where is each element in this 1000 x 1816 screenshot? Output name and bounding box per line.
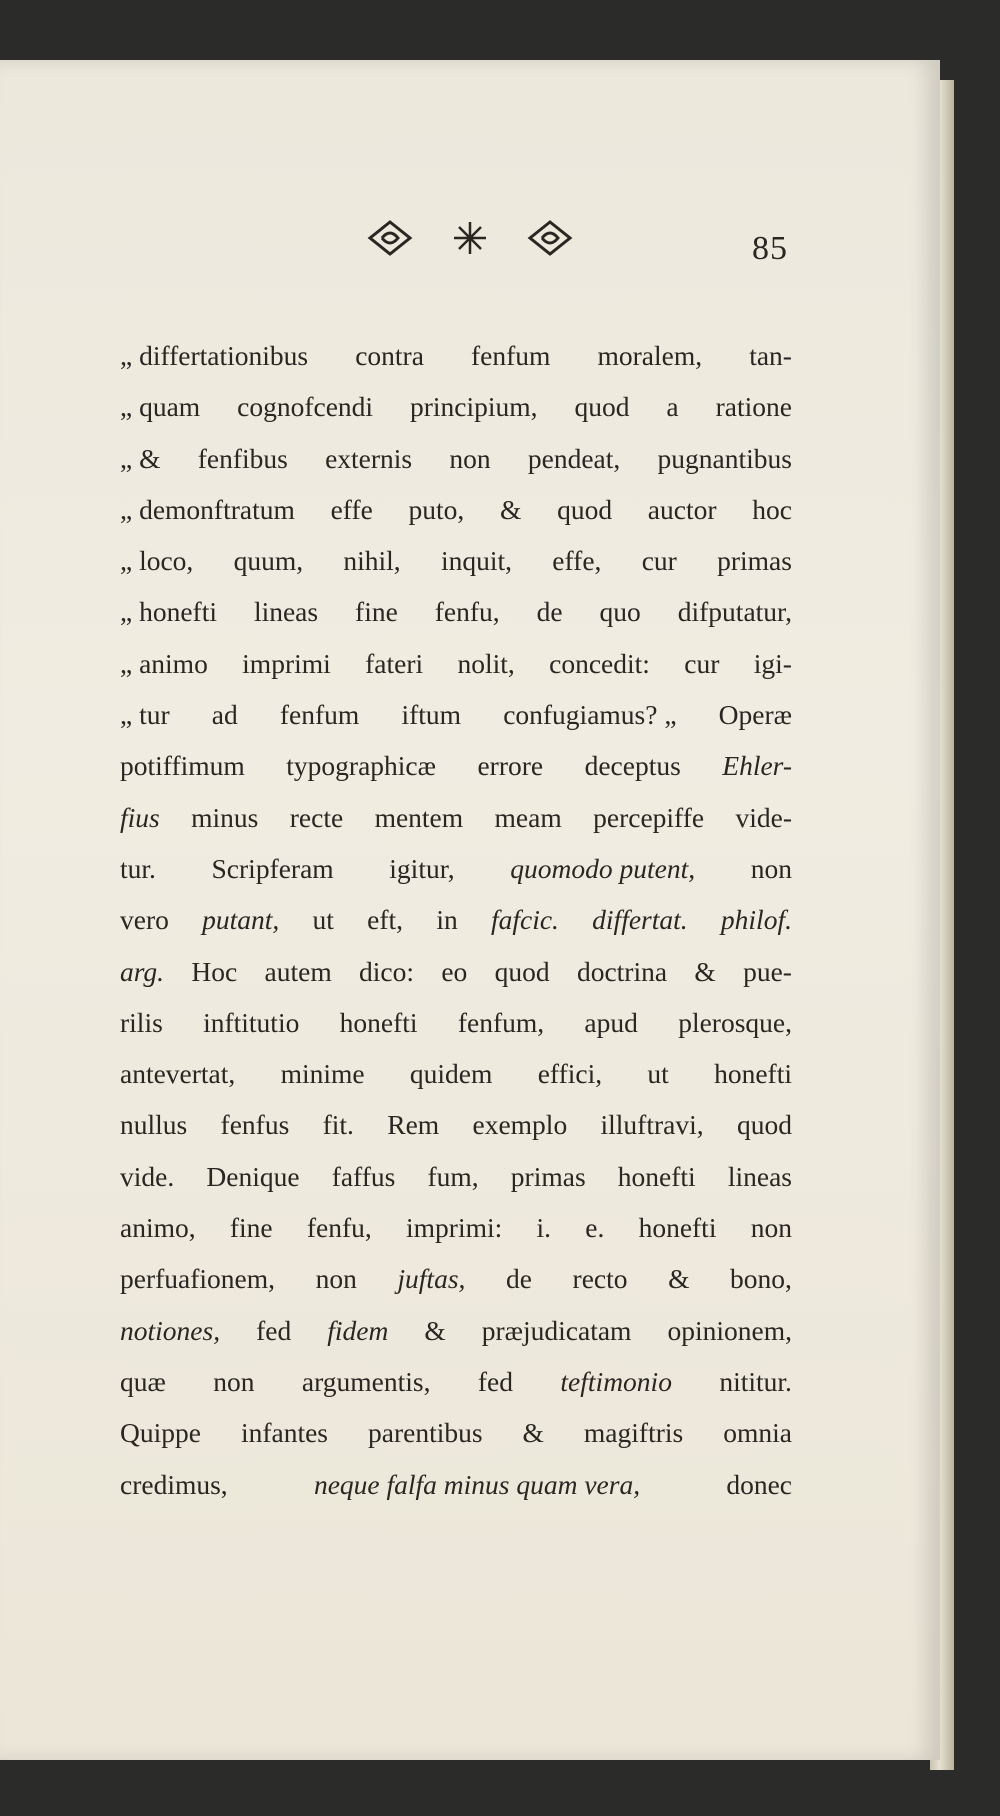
word: deceptus [584, 750, 681, 782]
word: puto, [408, 493, 465, 525]
word: nihil, [343, 545, 401, 577]
word: quod [574, 391, 630, 423]
word: fit. [322, 1109, 354, 1141]
word: quæ [120, 1365, 166, 1397]
word: antevertat, [120, 1058, 236, 1090]
word: præjudicatam [481, 1314, 632, 1346]
diamond-star-diamond-icon [360, 208, 580, 268]
word: infantes [240, 1417, 329, 1449]
page-number: 85 [752, 230, 788, 267]
word: non [315, 1263, 357, 1295]
word: ut [647, 1058, 669, 1090]
word: hoc [752, 493, 792, 525]
word: fenfu, [306, 1212, 372, 1244]
word: fine [229, 1212, 273, 1244]
text-line [120, 1151, 792, 1202]
word: quo [599, 596, 641, 628]
text-line [120, 1099, 792, 1150]
word: pendeat, [527, 442, 621, 474]
word: Quippe [120, 1417, 201, 1449]
word: concedit: [549, 647, 650, 679]
word: effe, [552, 545, 602, 577]
word: vide. [120, 1160, 175, 1192]
text-line [120, 740, 792, 791]
word: perfuafionem, [120, 1263, 275, 1295]
word: magiftris [583, 1417, 684, 1449]
word: Scripferam [211, 852, 334, 884]
word: Operæ [718, 699, 792, 731]
word: & [424, 1314, 446, 1346]
word: non [750, 852, 792, 884]
word: inquit, [440, 545, 513, 577]
word: ratione [715, 391, 792, 423]
word: quum, [233, 545, 304, 577]
word: ad [211, 699, 238, 731]
text-line [120, 381, 792, 432]
word: eft, [367, 904, 404, 936]
word: fenfum [279, 699, 360, 731]
word: contra [355, 340, 424, 371]
word: honefti [638, 1212, 717, 1244]
word: putant, [202, 904, 280, 936]
word: fine [355, 596, 398, 628]
text-line [120, 689, 792, 740]
word: „ demonftratum [120, 493, 295, 525]
word: honefti [617, 1160, 696, 1192]
text-line [120, 586, 792, 637]
text-line [120, 1305, 792, 1356]
word: autem [264, 955, 332, 987]
word: imprimi [242, 647, 331, 679]
text-line [120, 638, 792, 689]
word: principium, [409, 391, 538, 423]
word: apud [584, 1006, 638, 1038]
word: iftum [401, 699, 462, 731]
word: non [750, 1212, 792, 1244]
text-line [120, 946, 792, 997]
word: lineas [253, 596, 319, 628]
word: notiones, [120, 1314, 221, 1346]
word: a [666, 391, 679, 423]
word: fum, [427, 1160, 479, 1192]
word: vide- [735, 801, 792, 833]
word: fenfum [471, 340, 551, 371]
text-line [120, 484, 792, 535]
word: fenfibus [197, 442, 288, 474]
word: juftas, [397, 1263, 466, 1295]
word: minime [280, 1058, 365, 1090]
word: omnia [723, 1417, 792, 1449]
word: bono, [730, 1263, 792, 1295]
text-line [120, 843, 792, 894]
word: lineas [727, 1160, 792, 1192]
text-line [120, 1459, 792, 1510]
word: fenfu, [434, 596, 500, 628]
word: pugnantibus [657, 442, 792, 474]
word: Denique [206, 1160, 300, 1192]
word: argumentis, [301, 1365, 431, 1397]
word: fius [120, 801, 160, 833]
text-line [120, 535, 792, 586]
word: recto [572, 1263, 628, 1295]
word: quod [736, 1109, 792, 1141]
word: rilis [120, 1006, 163, 1038]
word: fateri [365, 647, 424, 679]
word: de [536, 596, 563, 628]
word: honefti [714, 1058, 792, 1090]
word: cur [641, 545, 677, 577]
word: „ & [120, 442, 161, 474]
word: fed [256, 1314, 292, 1346]
word: mentem [374, 801, 464, 833]
word: Rem [387, 1109, 440, 1141]
word: quod [494, 955, 550, 987]
word: errore [477, 750, 544, 782]
word: eo [441, 955, 468, 987]
word: „ honefti [120, 596, 217, 628]
text-line [120, 894, 792, 945]
word: percepiffe [593, 801, 705, 833]
word: de [505, 1263, 532, 1295]
word: difputatur, [677, 596, 792, 628]
word: philof. [720, 904, 792, 936]
word: teftimonio [560, 1365, 672, 1397]
word: fenfus [220, 1109, 290, 1141]
word: minus [191, 801, 259, 833]
word: non [213, 1365, 255, 1397]
word: cur [684, 647, 720, 679]
word: pue- [743, 955, 792, 987]
word: opinionem, [667, 1314, 792, 1346]
word: igi- [753, 647, 792, 679]
word: primas [510, 1160, 586, 1192]
word: „ tur [120, 699, 170, 731]
word: illuftravi, [600, 1109, 704, 1141]
word: igitur, [389, 852, 455, 884]
word: quidem [409, 1058, 493, 1090]
word: ut [312, 904, 334, 936]
word: differtat. [592, 904, 688, 936]
word: typographicæ [286, 750, 436, 782]
word: tur. [120, 852, 156, 884]
word: exemplo [472, 1109, 568, 1141]
word: nullus [120, 1109, 188, 1141]
text-line [120, 1356, 792, 1407]
word: arg. [120, 955, 165, 987]
word: Hoc [191, 955, 238, 987]
text-line [120, 792, 792, 843]
word: „ differtationibus [120, 340, 309, 371]
word: neque falfa minus quam vera, [313, 1468, 641, 1500]
word: recte [289, 801, 344, 833]
word: parentibus [368, 1417, 483, 1449]
text-line [120, 1048, 792, 1099]
word: honefti [339, 1006, 418, 1038]
word: fed [477, 1365, 514, 1397]
word: imprimi: [406, 1212, 503, 1244]
word: & [499, 493, 522, 525]
word: nolit, [457, 647, 515, 679]
word: animo, [120, 1212, 196, 1244]
text-line [120, 1253, 792, 1304]
word: credimus, [120, 1468, 228, 1500]
word: nititur. [719, 1365, 792, 1397]
word: quomodo putent, [510, 852, 696, 884]
word: inftitutio [203, 1006, 300, 1038]
word: auctor [647, 493, 717, 525]
word: dico: [359, 955, 415, 987]
word: non [449, 442, 491, 474]
word: cognofcendi [237, 391, 374, 423]
word: potiffimum [120, 750, 245, 782]
text-line [120, 1202, 792, 1253]
word: „ quam [120, 391, 201, 423]
text-line [120, 1407, 792, 1458]
word: i. [536, 1212, 551, 1244]
word: confugiamus? „ [503, 699, 677, 731]
body-text [120, 330, 792, 1510]
word: & [668, 1263, 690, 1295]
word: effe [330, 493, 373, 525]
word: meam [494, 801, 562, 833]
word: tan- [749, 340, 792, 371]
word: plerosque, [678, 1006, 792, 1038]
word: fafcic. [490, 904, 559, 936]
word: quod [557, 493, 613, 525]
word: effici, [537, 1058, 603, 1090]
word: donec [726, 1468, 792, 1500]
word: in [436, 904, 458, 936]
text-line [120, 433, 792, 484]
word: vero [120, 904, 169, 936]
word: Ehler- [722, 750, 792, 782]
word: moralem, [597, 340, 703, 371]
word: doctrina [576, 955, 668, 987]
word: primas [717, 545, 792, 577]
word: „ animo [120, 647, 208, 679]
page-header [0, 208, 940, 278]
word: „ loco, [120, 545, 194, 577]
word: fenfum, [457, 1006, 545, 1038]
word: externis [325, 442, 413, 474]
text-line [120, 330, 792, 381]
word: faffus [331, 1160, 396, 1192]
word: e. [585, 1212, 605, 1244]
word: fidem [327, 1314, 389, 1346]
word: & [694, 955, 716, 987]
word: & [522, 1417, 544, 1449]
text-line [120, 997, 792, 1048]
